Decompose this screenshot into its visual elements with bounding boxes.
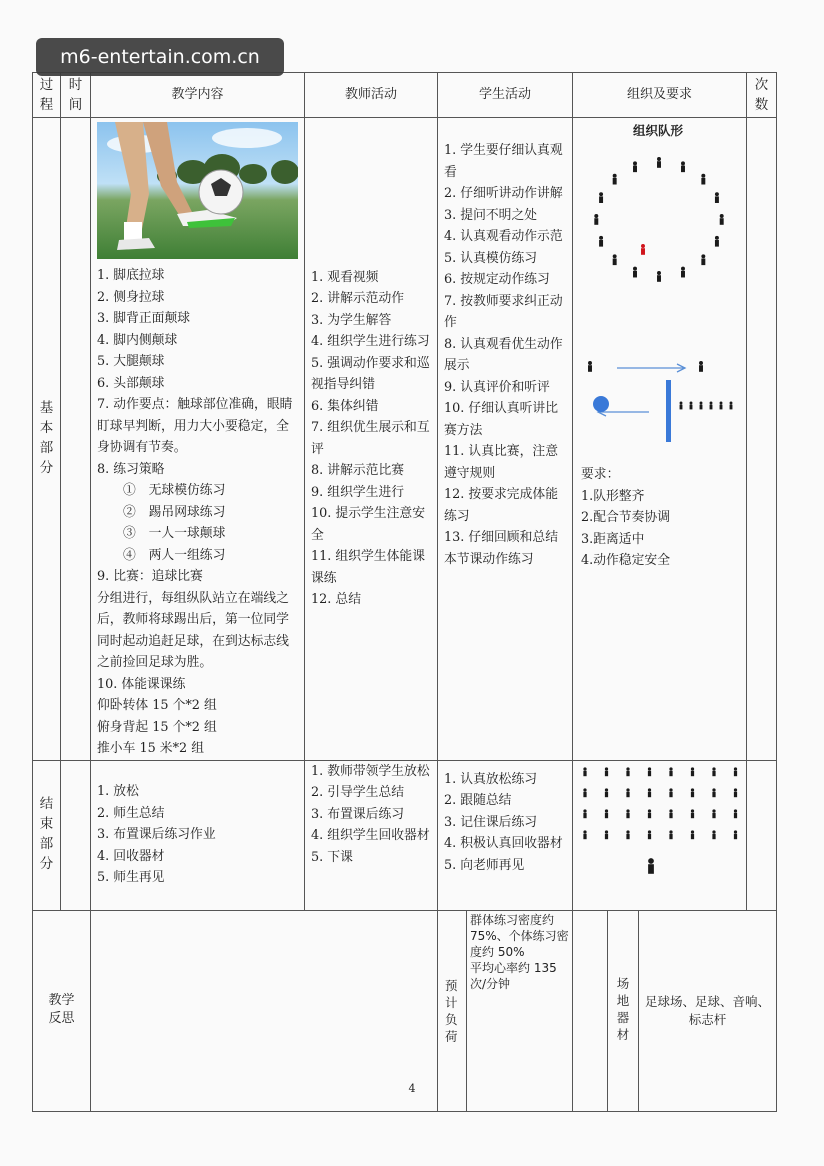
end-content-item: 2. 师生总结 xyxy=(97,805,165,821)
content-item: 8. 练习策略 xyxy=(97,461,165,477)
load-values xyxy=(467,911,572,1111)
end-formation-svg xyxy=(573,761,743,891)
header-process: 过程 xyxy=(33,73,61,118)
header-content: 教学内容 xyxy=(91,73,305,118)
student-item: 10. 仔细认真听讲比赛方法 xyxy=(444,401,558,438)
student-figure xyxy=(648,809,651,818)
student-figure xyxy=(594,214,598,225)
student-figure xyxy=(681,161,685,172)
student-figure xyxy=(720,402,723,410)
header-count: 次数 xyxy=(747,73,777,118)
teacher-item: 11. 组织学生体能课课练 xyxy=(311,549,425,586)
student-figure xyxy=(701,174,705,185)
student-item: 1. 学生要仔细认真观看 xyxy=(444,143,563,180)
student-item: 4. 认真观看动作示范 xyxy=(444,229,563,244)
teacher-item: 5. 强调动作要求和巡视指导纠错 xyxy=(311,355,430,393)
student-figure xyxy=(599,236,603,247)
content-item: 俯身背起 15 个*2 组 xyxy=(97,719,217,735)
content-item: 3. 脚背正面颠球 xyxy=(97,311,191,326)
venue-label: 场地器材 xyxy=(616,975,630,1042)
formation-svg xyxy=(573,118,773,458)
student-figure xyxy=(720,214,724,225)
student-figure xyxy=(648,767,651,776)
student-item: 2. 仔细听讲动作讲解 xyxy=(444,186,563,201)
reflection-label-cell xyxy=(33,910,91,1111)
teacher-figure xyxy=(641,244,645,255)
end-label: 结束部分 xyxy=(33,760,61,910)
req-item: 1.队形整齐 xyxy=(581,488,645,504)
teacher-item: 2. 讲解示范动作 xyxy=(311,291,405,307)
strategy-item: ② 踢吊网球练习 xyxy=(123,504,226,520)
end-time xyxy=(61,760,91,910)
end-content-item: 1. 放松 xyxy=(97,784,139,800)
student-figure xyxy=(710,402,713,410)
basic-org-cell xyxy=(573,118,747,761)
end-teacher-list xyxy=(305,761,437,869)
student-figure xyxy=(730,402,733,410)
student-figure xyxy=(712,830,715,839)
student-figure xyxy=(691,809,694,818)
load-spacer xyxy=(573,910,608,1111)
load-label: 预计负荷 xyxy=(445,977,458,1044)
student-figure xyxy=(583,767,586,776)
lesson-plan-table xyxy=(32,72,776,1112)
load-cell xyxy=(438,910,573,1111)
basic-student-cell xyxy=(438,118,573,761)
content-item: 1. 脚底拉球 xyxy=(97,268,165,283)
end-teacher-item: 2. 引导学生总结 xyxy=(311,785,405,800)
end-student-list xyxy=(438,769,572,877)
requirements xyxy=(581,464,670,572)
teacher-figure xyxy=(648,858,654,874)
content-item: 9. 比赛：追球比赛 xyxy=(97,569,203,584)
student-figure xyxy=(669,767,672,776)
content-item: 分组进行，每组纵队站立在端线之后，教师将球踢出后，第一位同学同时起动追赶足球，在到达标志线之前捡回足球为胜。 xyxy=(97,590,289,670)
reflection-row xyxy=(33,910,777,1111)
end-student-item: 1. 认真放松练习 xyxy=(444,771,538,787)
student-item: 9. 认真评价和听评 xyxy=(444,379,550,395)
teacher-item: 4. 组织学生进行练习 xyxy=(311,334,430,350)
content-item: 4. 脚内侧颠球 xyxy=(97,332,178,348)
student-figure xyxy=(648,788,651,797)
org-title: 组织队形 xyxy=(633,123,684,138)
teacher-item: 6. 集体纠错 xyxy=(311,398,379,414)
student-item: 12. 按要求完成体能练习 xyxy=(444,487,558,524)
end-content-item: 5. 师生再见 xyxy=(97,870,165,886)
formation-diagram xyxy=(573,118,746,683)
student-item: 8. 认真观看优生动作展示 xyxy=(444,336,563,373)
student-figure xyxy=(613,174,617,185)
end-student-cell xyxy=(438,760,573,910)
student-figure xyxy=(626,830,629,839)
student-figure xyxy=(599,192,603,203)
page-number: 4 xyxy=(408,1082,416,1095)
student-figure xyxy=(605,809,608,818)
venue-value: 足球场、足球、音响、标志杆 xyxy=(639,910,777,1111)
end-student-item: 4. 积极认真回收器材 xyxy=(444,836,563,851)
end-teacher-cell xyxy=(305,760,438,910)
student-figure xyxy=(712,767,715,776)
student-item: 3. 提问不明之处 xyxy=(444,207,538,223)
basic-content-cell xyxy=(91,118,305,761)
basic-teacher-cell xyxy=(305,118,438,761)
req-item: 2.配合节奏协调 xyxy=(581,510,670,525)
load-line: 平均心率约 135 次/分钟 xyxy=(470,960,557,991)
student-figure xyxy=(633,161,637,172)
teacher-item: 10. 提示学生注意安全 xyxy=(311,506,425,543)
end-row xyxy=(33,760,777,910)
student-figure xyxy=(583,788,586,797)
end-teacher-item: 1. 教师带领学生放松 xyxy=(311,763,430,779)
student-figure xyxy=(691,767,694,776)
student-figure xyxy=(669,788,672,797)
student-figure xyxy=(715,192,719,203)
student-figure xyxy=(626,788,629,797)
marker-pole xyxy=(666,380,671,442)
student-figure xyxy=(700,402,703,410)
strategy-item: ① 无球模仿练习 xyxy=(123,483,226,498)
teacher-item: 12. 总结 xyxy=(311,592,362,608)
load-label-box xyxy=(438,911,467,1111)
student-figure xyxy=(690,402,693,410)
student-figure xyxy=(681,267,685,278)
header-row xyxy=(33,73,777,118)
end-content-item: 3. 布置课后练习作业 xyxy=(97,827,216,843)
student-figure xyxy=(657,157,661,168)
student-figure xyxy=(734,809,737,818)
venue-label-cell xyxy=(608,910,639,1111)
content-item: 5. 大腿颠球 xyxy=(97,354,165,369)
end-content-cell xyxy=(91,760,305,910)
soccer-photo xyxy=(97,122,298,259)
req-item: 4.动作稳定安全 xyxy=(581,553,670,568)
student-figure xyxy=(701,254,705,265)
end-count xyxy=(747,760,777,910)
end-student-item: 5. 向老师再见 xyxy=(444,857,525,873)
student-figure xyxy=(605,767,608,776)
header-time: 时间 xyxy=(61,73,91,118)
student-figure xyxy=(583,809,586,818)
student-figure xyxy=(626,767,629,776)
basic-label: 基本部分 xyxy=(33,118,61,761)
student-figure xyxy=(613,254,617,265)
end-student-item: 2. 跟随总结 xyxy=(444,793,512,808)
student-figure xyxy=(626,809,629,818)
req-item: 3.距离适中 xyxy=(581,531,645,547)
student-figure xyxy=(699,361,703,372)
student-figure xyxy=(691,788,694,797)
content-item: 6. 头部颠球 xyxy=(97,375,165,391)
end-content-list xyxy=(91,781,304,889)
student-figure xyxy=(633,267,637,278)
student-figure xyxy=(715,236,719,247)
teacher-item: 7. 组织优生展示和互评 xyxy=(311,420,430,457)
header-student: 学生活动 xyxy=(438,73,573,118)
student-figure xyxy=(605,788,608,797)
student-figure xyxy=(657,271,661,282)
teacher-item: 9. 组织学生进行 xyxy=(311,484,405,500)
watermark: m6-entertain.com.cn xyxy=(36,38,284,76)
soccer-ball-marker xyxy=(593,396,609,412)
student-figure xyxy=(712,809,715,818)
content-item: 7. 动作要点：触球部位准确，眼睛盯球早判断，用力大小要稳定，全身协调有节奏。 xyxy=(97,397,293,455)
strategy-item: ③ 一人一球颠球 xyxy=(123,526,226,541)
teacher-list xyxy=(305,267,437,611)
student-figure xyxy=(734,767,737,776)
end-student-item: 3. 记住课后练习 xyxy=(444,814,538,830)
student-figure xyxy=(583,830,586,839)
student-figure xyxy=(648,830,651,839)
end-teacher-item: 4. 组织学生回收器材 xyxy=(311,828,430,843)
student-figure xyxy=(712,788,715,797)
content-list xyxy=(91,265,304,760)
content-item: 2. 侧身拉球 xyxy=(97,289,165,305)
student-figure xyxy=(669,830,672,839)
header-org: 组织及要求 xyxy=(573,73,747,118)
student-figure xyxy=(680,402,683,410)
student-list xyxy=(438,140,572,570)
student-figure xyxy=(605,830,608,839)
reflection-label: 教学反思 xyxy=(48,992,75,1026)
end-teacher-item: 5. 下课 xyxy=(311,849,353,865)
reflection-body xyxy=(91,910,438,1111)
load-line: 群体练习密度约 75%、个体练习密度约 50% xyxy=(470,912,569,959)
content-item: 推小车 15 米*2 组 xyxy=(97,741,205,756)
student-item: 5. 认真模仿练习 xyxy=(444,250,538,266)
basic-time xyxy=(61,118,91,761)
student-figure xyxy=(588,361,592,372)
content-item: 仰卧转体 15 个*2 组 xyxy=(97,698,217,713)
strategy-item: ④ 两人一组练习 xyxy=(123,547,226,563)
end-org-cell xyxy=(573,760,747,910)
student-figure xyxy=(734,788,737,797)
teacher-item: 1. 观看视频 xyxy=(311,269,379,285)
student-item: 7. 按教师要求纠正动作 xyxy=(444,293,563,330)
student-item: 11. 认真比赛，注意遵守规则 xyxy=(444,444,558,481)
student-figure xyxy=(669,809,672,818)
student-item: 13. 仔细回顾和总结本节课动作练习 xyxy=(444,530,558,567)
student-figure xyxy=(734,830,737,839)
content-item: 10. 体能课课练 xyxy=(97,676,186,692)
student-item: 6. 按规定动作练习 xyxy=(444,272,550,287)
teacher-item: 3. 为学生解答 xyxy=(311,312,392,328)
header-teacher: 教师活动 xyxy=(305,73,438,118)
req-title: 要求： xyxy=(581,467,620,482)
basic-row xyxy=(33,118,777,761)
end-teacher-item: 3. 布置课后练习 xyxy=(311,806,405,822)
teacher-item: 8. 讲解示范比赛 xyxy=(311,463,405,479)
student-figure xyxy=(691,830,694,839)
end-content-item: 4. 回收器材 xyxy=(97,848,165,864)
